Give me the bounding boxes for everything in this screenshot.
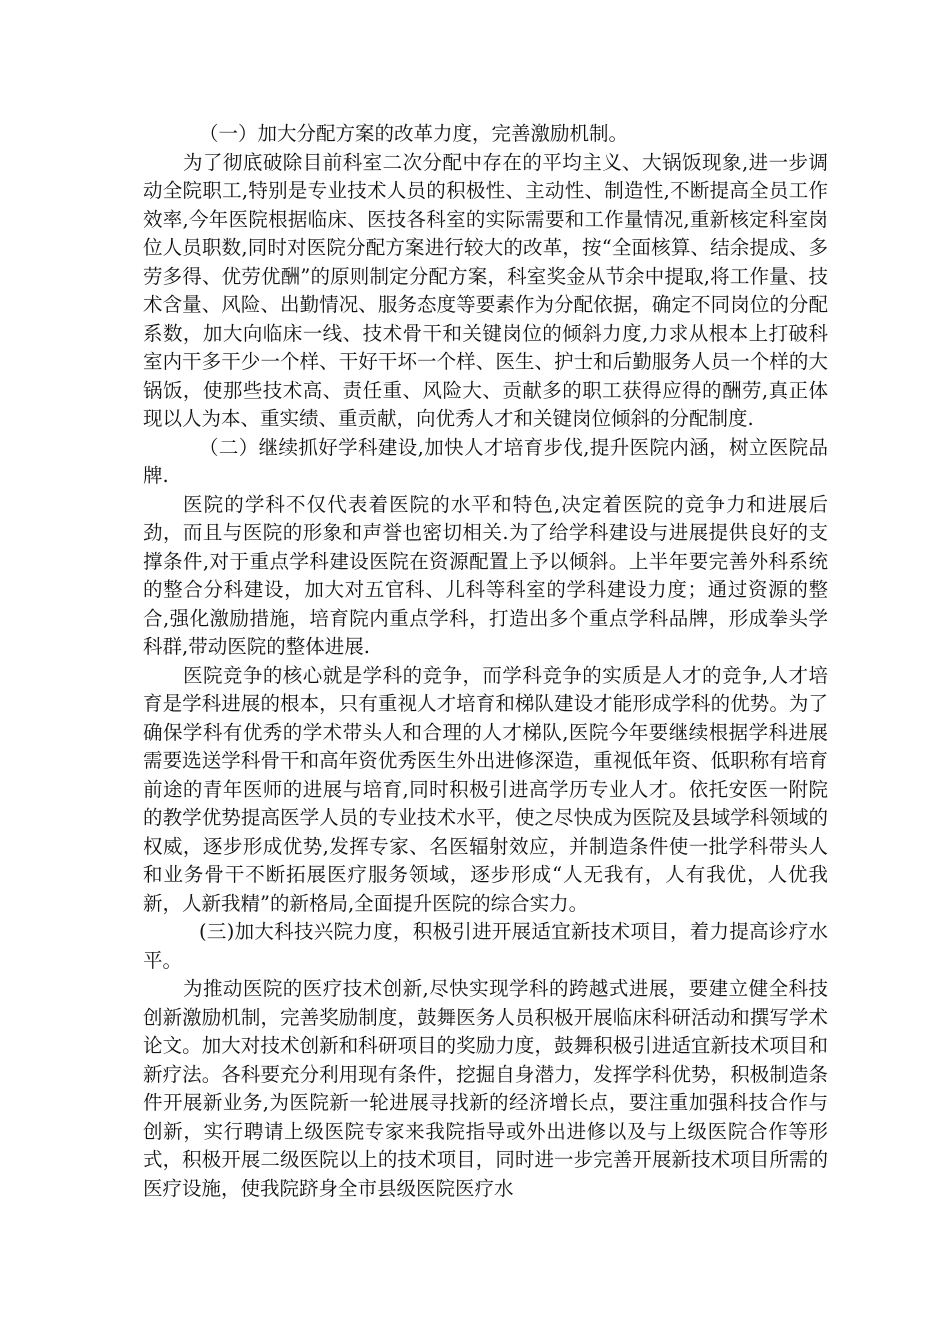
- document-page: [143, 120, 828, 1203]
- body-paragraph-3: 医院竞争的核心就是学科的竞争，而学科竞争的实质是人才的竞争,人才培育是学科进展的根本，只有重视人才培育和梯队建设才能形成学科的优势。为了确保学科有优秀的学术带头人和合理的人才梯队,医院今年要继续根据学科进展需要选送学科骨干和高年资优秀医生外出进修深造，重视低年资、低职称有培育前途的青年医师的进展与培育,同时积极引进高学历专业人才。依托安医一附院的教学优势提高医学人员的专业技术水平，使之尽快成为医院及县域学科领域的权威，逐步形成优势,发挥专家、名医辐射效应，并制造条件使一批学科带头人和业务骨干不断拓展医疗服务领域，逐步形成“人无我有，人有我优，人优我新，人新我精”的新格局,全面提升医院的综合实力。: [143, 663, 828, 915]
- section-heading-1: （一）加大分配方案的改革力度，完善激励机制。: [199, 122, 629, 145]
- body-paragraph-2: 医院的学科不仅代表着医院的水平和特色,决定着医院的竞争力和进展后劲，而且与医院的形象和声誉也密切相关.为了给学科建设与进展提供良好的支撑条件,对于重点学科建设医院在资源配置上予以倾斜。上半年要完善外科系统的整合分科建设，加大对五官科、儿科等科室的学科建设力度；通过资源的整合,强化激励措施，培育院内重点学科，打造出多个重点学科品牌，形成拳头学科群,带动医院的整体进展.: [143, 492, 828, 658]
- section-heading-2: （二）继续抓好学科建设,加快人才培育步伐,提升医院内涵，树立医院品牌.: [143, 435, 828, 487]
- body-paragraph-1: 为了彻底破除目前科室二次分配中存在的平均主义、大锅饭现象,进一步调动全院职工,特别是专业技术人员的积极性、主动性、制造性,不断提高全员工作效率,今年医院根据临床、医技各科室的实际需要和工作量情况,重新核定科室岗位人员职数,同时对医院分配方案进行较大的改革，按“全面核算、结余提成、多劳多得、优劳优酬”的原则制定分配方案，科室奖金从节余中提取,将工作量、技术含量、风险、出勤情况、服务态度等要素作为分配依据，确定不同岗位的分配系数，加大向临床一线、技术骨干和关键岗位的倾斜力度,力求从根本上打破科室内干多干少一个样、干好干坏一个样、医生、护士和后勤服务人员一个样的大锅饭，使那些技术高、责任重、风险大、贡献多的职工获得应得的酬劳,真正体现以人为本、重实绩、重贡献，向优秀人才和关键岗位倾斜的分配制度.: [143, 150, 828, 430]
- section-heading-3: (三)加大科技兴院力度，积极引进开展适宜新技术项目，着力提高诊疗水平。: [143, 920, 828, 972]
- body-paragraph-4: 为推动医院的医疗技术创新,尽快实现学科的跨越式进展，要建立健全科技创新激励机制，完善奖励制度，鼓舞医务人员积极开展临床科研活动和撰写学术论文。加大对技术创新和科研项目的奖励力度，鼓舞积极引进适宜新技术项目和新疗法。各科要充分利用现有条件，挖掘自身潜力，发挥学科优势，积极制造条件开展新业务,为医院新一轮进展寻找新的经济增长点，要注重加强科技合作与创新，实行聘请上级医院专家来我院指导或外出进修以及与上级医院合作等形式，积极开展二级医院以上的技术项目，同时进一步完善开展新技术项目所需的医疗设施，使我院跻身全市县级医院医疗水: [143, 977, 828, 1200]
